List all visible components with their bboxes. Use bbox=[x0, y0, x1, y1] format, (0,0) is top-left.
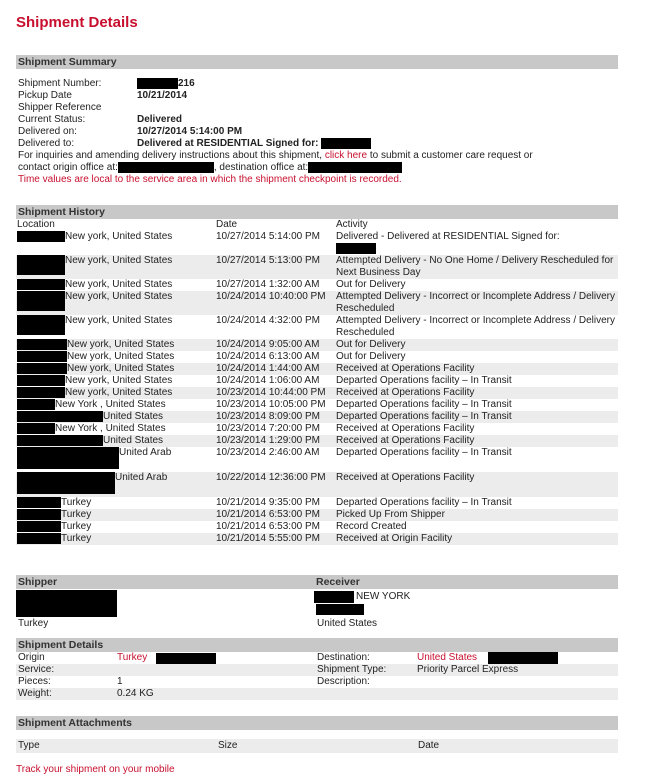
history-location-cell bbox=[16, 435, 215, 447]
details-header: Shipment Details bbox=[16, 638, 618, 652]
current-status-value: Delivered bbox=[137, 114, 183, 125]
redaction-box bbox=[118, 162, 214, 173]
receiver-city: NEW YORK bbox=[356, 591, 411, 602]
history-location-cell bbox=[16, 399, 215, 411]
redaction-box bbox=[137, 78, 178, 89]
redaction-box bbox=[314, 591, 354, 603]
history-activity-cell bbox=[335, 231, 618, 255]
attachments-column-date: Date bbox=[418, 740, 440, 751]
history-activity: Received at Operations Facility bbox=[336, 387, 475, 399]
redaction-box bbox=[321, 138, 371, 149]
history-date: 10/21/2014 6:53:00 PM bbox=[215, 509, 335, 521]
history-date: 10/21/2014 6:53:00 PM bbox=[216, 521, 320, 533]
history-activity: Received at Operations Facility bbox=[336, 363, 475, 375]
history-row bbox=[16, 423, 618, 435]
time-note: Time values are local to the service area in which the shipment checkpoint is recorded. bbox=[18, 174, 402, 186]
redaction-box bbox=[17, 509, 61, 520]
history-row bbox=[16, 339, 618, 351]
history-date: 10/24/2014 9:05:00 AM bbox=[215, 339, 335, 351]
history-row bbox=[16, 472, 618, 497]
history-row bbox=[16, 231, 618, 255]
receiver-label: Receiver bbox=[316, 576, 360, 588]
track-mobile-link[interactable]: Track your shipment on your mobile bbox=[16, 764, 175, 775]
history-location: New York , United States bbox=[55, 423, 166, 435]
history-activity: Received at Operations Facility bbox=[336, 423, 475, 435]
history-location-cell bbox=[16, 447, 215, 472]
history-location-cell bbox=[16, 255, 215, 279]
history-date: 10/23/2014 1:29:00 PM bbox=[215, 435, 335, 447]
history-row bbox=[16, 447, 618, 472]
history-activity-cell bbox=[335, 435, 618, 447]
history-date: 10/24/2014 6:13:00 AM bbox=[216, 351, 320, 363]
history-row bbox=[16, 435, 618, 447]
page-title: Shipment Details bbox=[16, 14, 138, 31]
delivered-to-row bbox=[16, 138, 618, 150]
weight-row bbox=[16, 688, 618, 700]
weight-label: Weight: bbox=[18, 688, 52, 699]
history-date: 10/27/2014 5:14:00 PM bbox=[216, 231, 320, 242]
history-columns-row bbox=[16, 219, 618, 231]
shipment-number-row bbox=[16, 78, 618, 90]
shipment-type-value: Priority Parcel Express bbox=[417, 664, 519, 675]
contact-destination-label: , destination office at: bbox=[213, 162, 309, 174]
history-location: New york, United States bbox=[67, 351, 175, 363]
history-date: 10/27/2014 1:32:00 AM bbox=[216, 279, 320, 291]
redaction-box bbox=[16, 590, 117, 617]
history-location-cell bbox=[16, 411, 215, 423]
history-date: 10/21/2014 9:35:00 PM bbox=[216, 497, 320, 509]
history-header: Shipment History bbox=[16, 205, 618, 219]
shipper-reference-row bbox=[16, 102, 618, 114]
history-activity: Departed Operations facility – In Transit bbox=[336, 399, 512, 411]
history-date: 10/24/2014 1:44:00 AM bbox=[215, 363, 335, 375]
history-location: Turkey bbox=[61, 533, 92, 545]
history-activity: Out for Delivery bbox=[336, 279, 406, 291]
redaction-box bbox=[336, 243, 376, 254]
redaction-box bbox=[17, 423, 55, 434]
history-activity-cell bbox=[335, 387, 618, 399]
shipment-summary-section bbox=[16, 55, 618, 186]
history-location-cell bbox=[16, 315, 215, 339]
history-activity: Departed Operations facility – In Transit bbox=[336, 447, 512, 459]
history-date: 10/27/2014 5:13:00 PM bbox=[215, 255, 335, 279]
history-activity: Departed Operations facility – In Transit bbox=[336, 411, 512, 423]
pieces-row bbox=[16, 676, 618, 688]
history-activity: Record Created bbox=[336, 521, 407, 533]
receiver-country: United States bbox=[317, 618, 378, 629]
delivered-to-value: Delivered at RESIDENTIAL Signed for: bbox=[137, 138, 319, 150]
pickup-date-value: 10/21/2014 bbox=[137, 90, 188, 101]
history-activity-cell bbox=[335, 399, 618, 411]
history-location: New york, United States bbox=[65, 291, 173, 303]
history-date: 10/23/2014 10:05:00 PM bbox=[216, 399, 326, 411]
redaction-box bbox=[17, 291, 65, 311]
shipment-history-section bbox=[16, 205, 618, 545]
history-date: 10/23/2014 10:44:00 PM bbox=[215, 387, 335, 399]
history-location: New york, United States bbox=[65, 279, 173, 291]
history-location-cell bbox=[16, 509, 215, 521]
click-here-link[interactable]: click here bbox=[324, 150, 368, 161]
history-row bbox=[16, 521, 618, 533]
history-activity-cell bbox=[335, 279, 618, 291]
history-row bbox=[16, 533, 618, 545]
history-location-cell bbox=[16, 279, 215, 291]
history-location: New York , United States bbox=[55, 399, 166, 411]
redaction-box bbox=[17, 363, 67, 374]
history-activity-cell bbox=[335, 351, 618, 363]
history-date: 10/21/2014 5:55:00 PM bbox=[215, 533, 335, 545]
history-activity-cell bbox=[335, 375, 618, 387]
attachments-columns-row bbox=[16, 739, 618, 753]
history-activity-cell bbox=[335, 447, 618, 472]
attachments-header: Shipment Attachments bbox=[16, 716, 618, 730]
history-activity-cell bbox=[335, 472, 618, 497]
history-date: 10/24/2014 10:40:00 PM bbox=[215, 291, 335, 315]
parties-header bbox=[16, 575, 618, 589]
shipment-number-label: Shipment Number: bbox=[18, 78, 102, 89]
weight-value: 0.24 KG bbox=[117, 688, 154, 699]
history-activity: Delivered - Delivered at RESIDENTIAL Signed for: bbox=[336, 231, 560, 242]
history-row bbox=[16, 315, 618, 339]
history-activity-cell bbox=[335, 339, 618, 351]
history-location: New york, United States bbox=[65, 255, 173, 267]
history-activity: Departed Operations facility – In Transit bbox=[336, 497, 512, 509]
column-activity: Activity bbox=[336, 219, 368, 230]
history-location: Turkey bbox=[61, 509, 92, 521]
origin-row bbox=[16, 652, 618, 664]
history-row bbox=[16, 411, 618, 423]
attachments-column-type: Type bbox=[18, 740, 40, 751]
history-location: United States bbox=[103, 435, 164, 447]
pickup-date-label: Pickup Date bbox=[18, 90, 72, 101]
contact-origin-label: contact origin office at: bbox=[18, 162, 118, 174]
service-row bbox=[16, 664, 618, 676]
history-activity: Received at Origin Facility bbox=[336, 533, 453, 545]
redaction-box bbox=[17, 497, 61, 508]
shipment-details-section bbox=[16, 638, 618, 700]
redaction-box bbox=[17, 387, 65, 398]
redaction-box bbox=[488, 652, 558, 664]
inquiry-text-post: to submit a customer care request or bbox=[367, 150, 533, 161]
destination-label: Destination: bbox=[317, 652, 370, 663]
contact-row bbox=[16, 162, 618, 174]
history-activity: Attempted Delivery - Incorrect or Incomplete Address / Delivery Rescheduled bbox=[336, 315, 615, 339]
history-activity: Departed Operations facility – In Transit bbox=[336, 375, 512, 387]
history-date: 10/23/2014 7:20:00 PM bbox=[216, 423, 320, 435]
redaction-box bbox=[17, 339, 67, 350]
history-activity-cell bbox=[335, 533, 618, 545]
history-row bbox=[16, 363, 618, 375]
history-activity-cell bbox=[335, 315, 618, 339]
redaction-box bbox=[308, 162, 402, 173]
history-activity: Attempted Delivery - No One Home / Delivery Rescheduled for Next Business Day bbox=[336, 255, 614, 279]
summary-header: Shipment Summary bbox=[16, 55, 618, 69]
history-location: New york, United States bbox=[67, 363, 175, 375]
history-row bbox=[16, 291, 618, 315]
history-activity: Received at Operations Facility bbox=[336, 472, 475, 484]
history-location-cell bbox=[16, 339, 215, 351]
redaction-box bbox=[17, 447, 119, 469]
history-location-cell bbox=[16, 533, 215, 545]
history-location-cell bbox=[16, 291, 215, 315]
parties-body bbox=[16, 589, 618, 631]
current-status-label: Current Status: bbox=[18, 114, 86, 125]
history-activity-cell bbox=[335, 521, 618, 533]
redaction-box bbox=[17, 351, 67, 362]
history-location-cell bbox=[16, 351, 215, 363]
inquiry-text-pre: For inquiries and amending delivery instructions about this shipment, bbox=[18, 150, 325, 161]
origin-label: Origin bbox=[18, 652, 45, 663]
history-location-cell bbox=[16, 387, 215, 399]
history-row bbox=[16, 375, 618, 387]
history-location-cell bbox=[16, 497, 215, 509]
history-location: Turkey bbox=[61, 521, 92, 533]
history-location: United Arab bbox=[119, 447, 172, 459]
history-row bbox=[16, 255, 618, 279]
history-location: New york, United States bbox=[65, 375, 173, 387]
pieces-value: 1 bbox=[117, 676, 123, 687]
history-activity: Out for Delivery bbox=[336, 339, 406, 351]
service-label: Service: bbox=[18, 664, 55, 675]
history-location: United States bbox=[103, 411, 164, 423]
history-location: Turkey bbox=[61, 497, 92, 509]
redaction-box bbox=[316, 604, 364, 615]
history-activity-cell bbox=[335, 423, 618, 435]
history-location-cell bbox=[16, 363, 215, 375]
redaction-box bbox=[17, 533, 61, 544]
history-date: 10/22/2014 12:36:00 PM bbox=[215, 472, 335, 497]
history-location: New york, United States bbox=[67, 339, 175, 351]
inquiry-row bbox=[16, 150, 618, 162]
destination-value: United States bbox=[417, 652, 478, 663]
redaction-box bbox=[17, 399, 55, 410]
history-activity-cell bbox=[335, 497, 618, 509]
delivered-on-value: 10/27/2014 5:14:00 PM bbox=[137, 126, 243, 137]
description-label: Description: bbox=[317, 676, 370, 687]
pickup-date-row bbox=[16, 90, 618, 102]
redaction-box bbox=[17, 255, 65, 275]
history-location: New york, United States bbox=[65, 387, 173, 399]
history-activity-cell bbox=[335, 509, 618, 521]
history-location-cell bbox=[16, 231, 215, 255]
shipper-reference-label: Shipper Reference bbox=[18, 102, 102, 113]
history-activity-cell bbox=[335, 291, 618, 315]
history-location: New york, United States bbox=[65, 315, 173, 327]
delivered-on-row bbox=[16, 126, 618, 138]
delivered-to-label: Delivered to: bbox=[18, 138, 75, 149]
pieces-label: Pieces: bbox=[18, 676, 51, 687]
redaction-box bbox=[17, 315, 65, 335]
shipment-type-label: Shipment Type: bbox=[317, 664, 387, 675]
delivered-on-label: Delivered on: bbox=[18, 126, 77, 137]
history-table bbox=[16, 219, 618, 545]
history-activity: Picked Up From Shipper bbox=[336, 509, 445, 521]
redaction-box bbox=[17, 435, 103, 446]
shipment-number-suffix: 216 bbox=[178, 78, 195, 90]
attachments-column-size: Size bbox=[218, 740, 238, 751]
current-status-row bbox=[16, 114, 618, 126]
redaction-box bbox=[17, 521, 61, 532]
history-activity: Received at Operations Facility bbox=[336, 435, 475, 447]
column-location: Location bbox=[17, 219, 55, 230]
history-location-cell bbox=[16, 472, 215, 497]
history-location-cell bbox=[16, 521, 215, 533]
shipper-country: Turkey bbox=[18, 618, 49, 629]
history-row bbox=[16, 399, 618, 411]
history-activity-cell bbox=[335, 255, 618, 279]
history-location: United Arab bbox=[115, 472, 168, 484]
history-row bbox=[16, 509, 618, 521]
history-location-cell bbox=[16, 423, 215, 435]
shipper-label: Shipper bbox=[18, 576, 58, 588]
history-row bbox=[16, 351, 618, 363]
redaction-box bbox=[17, 231, 65, 242]
shipment-attachments-section bbox=[16, 716, 618, 753]
history-location: New york, United States bbox=[65, 231, 173, 242]
redaction-box bbox=[17, 472, 115, 494]
history-date: 10/23/2014 2:46:00 AM bbox=[216, 447, 320, 459]
origin-value: Turkey bbox=[117, 652, 148, 663]
history-activity-cell bbox=[335, 411, 618, 423]
history-row bbox=[16, 497, 618, 509]
history-activity: Out for Delivery bbox=[336, 351, 406, 363]
history-row bbox=[16, 279, 618, 291]
history-location-cell bbox=[16, 375, 215, 387]
history-row bbox=[16, 387, 618, 399]
column-date: Date bbox=[216, 219, 238, 230]
redaction-box bbox=[17, 411, 103, 422]
history-activity: Attempted Delivery - Incorrect or Incomplete Address / Delivery Rescheduled bbox=[336, 291, 615, 315]
history-activity-cell bbox=[335, 363, 618, 375]
history-date: 10/23/2014 8:09:00 PM bbox=[215, 411, 335, 423]
parties-section bbox=[16, 575, 618, 631]
redaction-box bbox=[17, 375, 65, 386]
history-date: 10/24/2014 4:32:00 PM bbox=[216, 315, 320, 327]
redaction-box bbox=[17, 279, 65, 290]
history-date: 10/24/2014 1:06:00 AM bbox=[216, 375, 320, 387]
